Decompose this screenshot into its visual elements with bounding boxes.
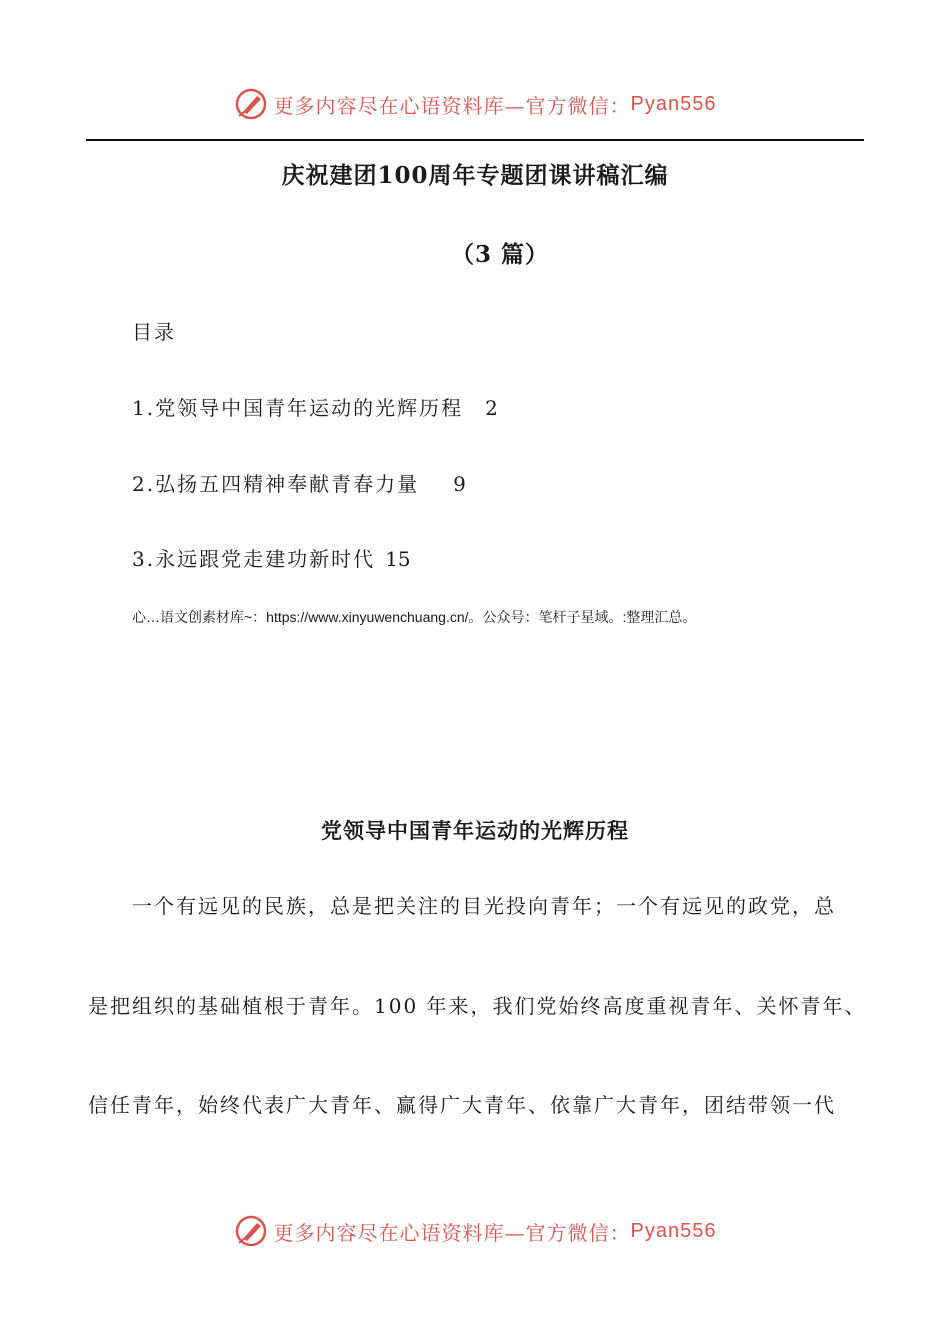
toc-item[interactable] <box>132 543 411 572</box>
toc-item[interactable] <box>132 392 498 421</box>
toc-item-page: 15 <box>385 547 411 571</box>
banner-wechat-id: Pyan556 <box>630 1219 717 1242</box>
header-banner <box>0 82 950 126</box>
source-note: 心…语文创素材库~：https://www.xinyuwenchuang.cn/。公众号：笔杆子星域。:整理汇总。 <box>132 609 697 625</box>
footer-banner <box>0 1209 950 1253</box>
toc-item-title: 1.党领导中国青年运动的光辉历程 <box>132 396 464 420</box>
pen-circle-logo-icon <box>234 1214 268 1248</box>
toc-item-title: 2.弘扬五四精神奉献青春力量 <box>132 472 420 496</box>
paragraph-line: 是把组织的基础植根于青年。100 年来，我们党始终高度重视青年、关怀青年、 <box>88 994 867 1018</box>
document-subtitle: （3 篇） <box>450 241 549 268</box>
document-title: 庆祝建团100周年专题团课讲稿汇编 <box>281 162 669 189</box>
toc-item-page: 9 <box>453 472 466 496</box>
section-title: 党领导中国青年运动的光辉历程 <box>321 818 629 843</box>
pen-circle-logo-icon <box>234 87 268 121</box>
toc-item-page: 2 <box>485 396 498 420</box>
paragraph-line: 一个有远见的民族，总是把关注的目光投向青年；一个有远见的政党，总 <box>132 894 836 918</box>
banner-text: 更多内容尽在心语资料库—官方微信： <box>273 93 631 118</box>
toc-heading: 目录 <box>132 320 176 344</box>
toc-item-title: 3.永远跟党走建功新时代 <box>132 547 376 571</box>
banner-wechat-id: Pyan556 <box>630 92 717 115</box>
paragraph-line: 信任青年，始终代表广大青年、赢得广大青年、依靠广大青年，团结带领一代 <box>88 1093 836 1117</box>
header-rule <box>86 139 864 141</box>
toc-item[interactable] <box>132 468 466 497</box>
banner-text: 更多内容尽在心语资料库—官方微信： <box>273 1220 631 1245</box>
